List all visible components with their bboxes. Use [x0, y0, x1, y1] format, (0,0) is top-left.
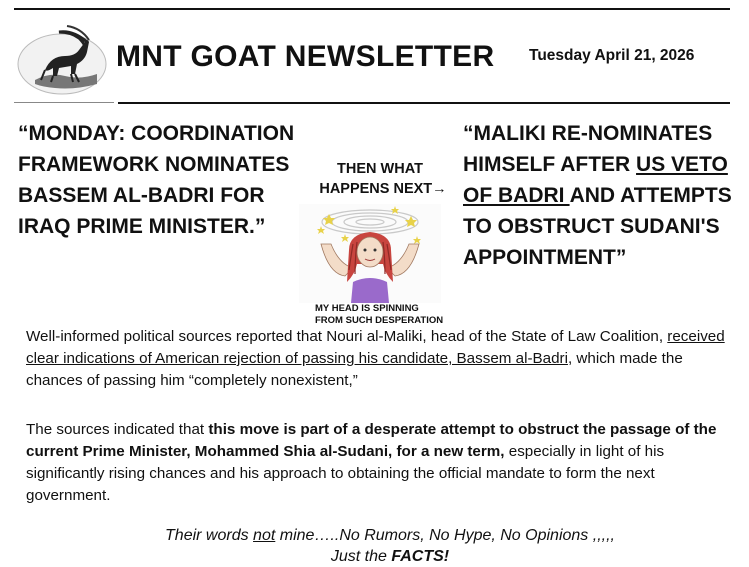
goat-logo-icon	[15, 22, 110, 98]
headline-right	[463, 118, 747, 273]
p1-text: Well-informed political sources reported that Nouri al-Maliki, head of the State of Law Coalition,	[26, 328, 668, 345]
p1-underlined: received clear indications of American rejection of passing his candidate, Bassem al-Badri	[26, 328, 725, 367]
footer-text: mine…..No Rumors, No Hype, No Opinions ,,,,,	[275, 527, 615, 544]
p1-text: , which made the chances of passing him “completely nonexistent,”	[26, 350, 683, 389]
headline-right-line: TO OBSTRUCT SUDANI'S	[463, 215, 720, 238]
body-paragraph-2	[26, 419, 726, 507]
footer-text: Just the	[330, 548, 392, 565]
headline-left-line: FRAMEWORK NOMINATES	[18, 153, 290, 176]
cartoon-caption	[315, 303, 465, 327]
then-what-line: THEN WHAT	[337, 161, 423, 177]
p2-text: especially in light of his significantly rising chances and his approach to obtaining the official mandate to form the next government.	[26, 443, 665, 504]
headline-right-text: AND ATTEMPTS	[569, 184, 732, 207]
headline-left-line: BASSEM AL-BADRI FOR	[18, 184, 265, 207]
top-rule	[14, 8, 730, 10]
p2-text: The sources indicated that	[26, 421, 209, 438]
spinning-head-woman-icon	[299, 204, 441, 303]
headline-left-line: “MONDAY: COORDINATION	[18, 122, 295, 145]
headline-left-line: IRAQ PRIME MINISTER.”	[18, 215, 266, 238]
headline-right-underlined: OF BADRI	[463, 184, 570, 207]
footer-facts: FACTS!	[391, 548, 450, 565]
footer-tagline	[100, 525, 680, 567]
issue-date: Tuesday April 21, 2026	[529, 47, 695, 64]
headline-right-underlined: US VETO	[636, 153, 728, 176]
footer-text: Their words	[165, 527, 254, 544]
arrow-right-icon: →	[432, 181, 447, 197]
p2-bold: this move is part of a desperate attempt to obstruct the passage of the current Prime Minister, Mohammed Shia al-Sudani, for a new term,	[26, 421, 717, 460]
headline-right-line: APPOINTMENT”	[463, 246, 627, 269]
masthead-bottom-rule	[118, 102, 730, 104]
headline-right-line: “MALIKI RE-NOMINATES	[463, 122, 713, 145]
masthead-logo-rule	[14, 102, 114, 103]
happens-next-line: HAPPENS NEXT	[319, 181, 433, 197]
then-what-next-label	[300, 159, 460, 199]
caption-line: FROM SUCH DESPERATION	[315, 315, 444, 326]
headline-left	[18, 118, 328, 242]
caption-line: MY HEAD IS SPINNING	[315, 303, 419, 314]
footer-underlined: not	[253, 527, 276, 544]
newsletter-title: MNT GOAT NEWSLETTER	[116, 40, 495, 73]
body-paragraph-1	[26, 326, 726, 392]
headline-right-text: HIMSELF AFTER	[463, 153, 637, 176]
